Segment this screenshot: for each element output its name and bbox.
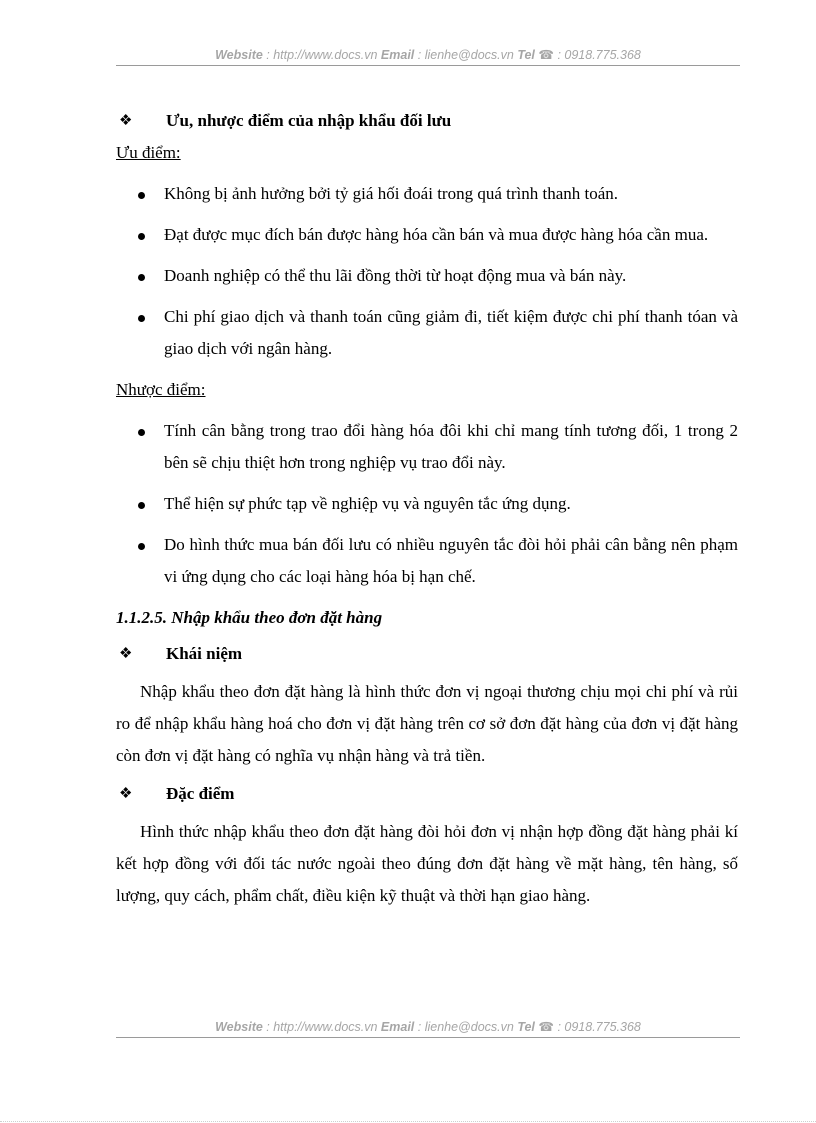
list-item xyxy=(116,301,738,365)
section-title: 1.1.2.5. Nhập khẩu theo đơn đặt hàng xyxy=(116,608,383,627)
diamond-bullet-icon: ❖ xyxy=(119,646,133,662)
tel-label: Tel xyxy=(517,1020,535,1034)
website-label: Website xyxy=(215,1020,263,1034)
heading-concept-text: Khái niệm xyxy=(166,644,243,663)
list-item xyxy=(116,178,738,210)
list-item-text: Tính cân bằng trong trao đổi hàng hóa đôi khi chỉ mang tính tương đối, 1 trong 2 bên sẽ chịu thiệt hơn trong nghiệp vụ trao đổi này. xyxy=(164,421,738,472)
website-value: : http://www.docs.vn xyxy=(262,1020,381,1034)
disadvantages-list xyxy=(116,415,738,593)
heading-pros-cons-text: Ưu, nhược điểm của nhập khẩu đối lưu xyxy=(166,111,452,130)
list-item-text: Thể hiện sự phức tạp về nghiệp vụ và nguyên tắc ứng dụng. xyxy=(164,494,571,513)
list-item-text: Đạt được mục đích bán được hàng hóa cần bán và mua được hàng hóa cần mua. xyxy=(164,225,709,244)
list-item xyxy=(116,488,738,520)
phone-icon: ☎ xyxy=(538,48,554,62)
concept-paragraph: Nhập khẩu theo đơn đặt hàng là hình thức đơn vị ngoại thương chịu mọi chi phí và rủi ro để nhập khẩu hàng hoá cho đơn vị đặt hàng trên cơ sở đơn đặt hàng của đơn vị đặt hàng còn đơn vị đặt hàng có nghĩa vụ nhận hàng và trả tiền. xyxy=(116,682,738,765)
list-item-text: Chi phí giao dịch và thanh toán cũng giảm đi, tiết kiệm được chi phí thanh tóan và giao dịch với ngân hàng. xyxy=(164,307,738,358)
heading-concept xyxy=(116,638,738,670)
heading-pros-cons xyxy=(116,105,738,137)
disadvantages-title: Nhược điểm: xyxy=(116,380,206,399)
email-label: Email xyxy=(380,1020,415,1034)
diamond-bullet-icon: ❖ xyxy=(119,113,133,129)
page-header xyxy=(116,47,740,62)
heading-features-text: Đặc điểm xyxy=(166,784,235,803)
tel-label: Tel xyxy=(517,48,535,62)
list-item xyxy=(116,260,738,292)
list-item xyxy=(116,415,738,479)
phone-icon: ☎ xyxy=(538,1020,554,1034)
email-value: : lienhe@docs.vn xyxy=(414,1020,518,1034)
header-rule xyxy=(116,65,740,66)
bullet-icon xyxy=(138,543,145,550)
bullet-icon xyxy=(138,502,145,509)
list-item-text: Không bị ảnh hưởng bởi tỷ giá hối đoái trong quá trình thanh toán. xyxy=(164,184,619,203)
email-value: : lienhe@docs.vn xyxy=(414,48,518,62)
list-item-text: Doanh nghiệp có thể thu lãi đồng thời từ hoạt động mua và bán này. xyxy=(164,266,627,285)
diamond-bullet-icon: ❖ xyxy=(119,786,133,802)
page-footer xyxy=(116,1019,740,1034)
features-paragraph: Hình thức nhập khẩu theo đơn đặt hàng đòi hỏi đơn vị nhận hợp đồng đặt hàng phải kí kết hợp đồng với đối tác nước ngoài theo đúng đơn đặt hàng về mặt hàng, tên hàng, số lượng, quy cách, phẩm chất, điều kiện kỹ thuật và thời hạn giao hàng. xyxy=(116,822,738,905)
advantages-list xyxy=(116,178,738,365)
page-edge xyxy=(0,1121,816,1122)
document-body xyxy=(116,105,738,912)
website-value: : http://www.docs.vn xyxy=(262,48,381,62)
heading-features xyxy=(116,778,738,810)
website-label: Website xyxy=(215,48,263,62)
list-item xyxy=(116,219,738,251)
list-item xyxy=(116,529,738,593)
email-label: Email xyxy=(380,48,415,62)
advantages-title: Ưu điểm: xyxy=(116,143,181,162)
bullet-icon xyxy=(138,233,145,240)
list-item-text: Do hình thức mua bán đối lưu có nhiều nguyên tắc đòi hỏi phải cân bằng nên phạm vi ứng dụng cho các loại hàng hóa bị hạn chế. xyxy=(164,535,738,586)
bullet-icon xyxy=(138,315,145,322)
bullet-icon xyxy=(138,429,145,436)
footer-rule xyxy=(116,1037,740,1038)
bullet-icon xyxy=(138,192,145,199)
tel-value: : 0918.775.368 xyxy=(553,48,641,62)
tel-value: : 0918.775.368 xyxy=(553,1020,641,1034)
bullet-icon xyxy=(138,274,145,281)
